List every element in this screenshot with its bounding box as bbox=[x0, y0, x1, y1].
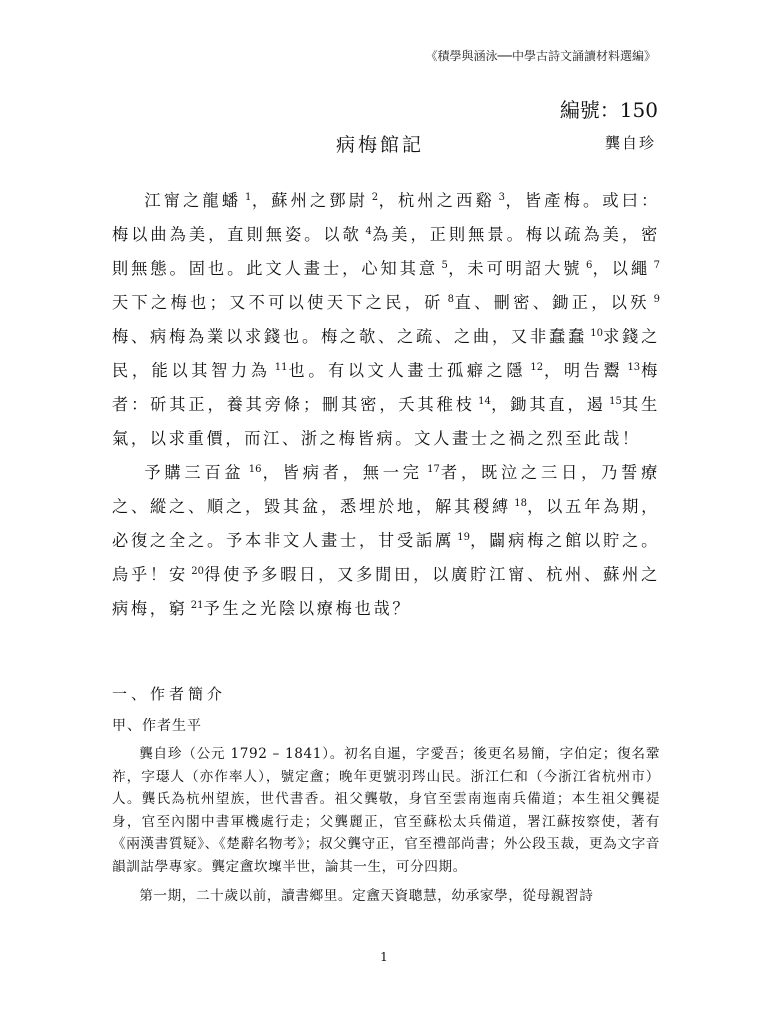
footnote-marker: 18 bbox=[510, 498, 527, 509]
essay-text-segment: ，皆病者，無一完 bbox=[261, 463, 423, 482]
footnote-marker: 17 bbox=[422, 464, 440, 475]
footnote-marker: 1 bbox=[241, 192, 252, 203]
footnote-marker: 7 bbox=[650, 260, 661, 271]
section-heading: 一、作者簡介 bbox=[112, 685, 227, 703]
footnote-marker: 14 bbox=[474, 396, 491, 407]
essay-text-segment: 梅、病梅為業以求錢也。梅之欹、之疏、之曲，又非蠢蠢 bbox=[112, 327, 587, 346]
biography-paragraph-1: 龔自珍（公元 1792 – 1841）。初名自暹，字愛吾；後更名易簡，字伯定；復名鞏祚，字璱人（亦作率人），號定盦；晚年更號羽琌山民。浙江仁和（今浙江省杭州市）人。龔氏為杭州望族，世代書香。祖父龔敬，身官至雲南迤南兵備道；本生祖父龔禔身，官至內閣中書軍機處行走；父龔麗正，官至蘇松太兵備道，署江蘇按察使，著有《兩漢書質疑》、《楚辭名物考》；叔父龔守正，官至禮部尚書；外公段玉裁，更為文字音韻訓詁學專家。龔定盦坎壈半世，論其一生，可分四期。 bbox=[112, 746, 660, 875]
footnote-marker: 8 bbox=[443, 294, 455, 305]
essay-text-segment: ，蘇州之鄧尉 bbox=[251, 191, 369, 210]
essay-text-segment: 也。有以文人畫士孤癖之隱 bbox=[287, 361, 527, 380]
essay-text-segment: 天下之梅也；又不可以使天下之民，斫 bbox=[112, 293, 444, 312]
series-title: 《積學與涵泳──中學古詩文誦讀材料選編》 bbox=[425, 49, 656, 63]
essay-text-segment: ，以繩 bbox=[592, 259, 651, 278]
essay-text-segment: 予生之光陰以療梅也哉？ bbox=[203, 599, 412, 618]
biography-paragraph-2: 第一期，二十歲以前，讀書鄉里。定盦天資聰慧，幼承家學，從母親習詩 bbox=[139, 887, 594, 904]
footnote-marker: 2 bbox=[368, 192, 379, 203]
essay-text-segment: ，杭州之西谿 bbox=[378, 191, 495, 210]
footnote-marker: 10 bbox=[586, 328, 603, 339]
essay-text-segment: ，鋤其直，遏 bbox=[490, 395, 606, 414]
footnote-marker: 9 bbox=[649, 294, 661, 305]
essay-title: 病梅館記 bbox=[336, 134, 425, 156]
essay-author: 龔自珍 bbox=[605, 134, 657, 152]
page-number: 1 bbox=[380, 950, 388, 964]
footnote-marker: 19 bbox=[453, 532, 470, 543]
essay-text-segment: 梅者：斫其正，養其旁條；刪其密，夭其稚枝 bbox=[112, 361, 660, 414]
essay-text-segment: ，闢病梅之館以貯之。烏乎！安 bbox=[112, 531, 660, 584]
essay-text-segment: 者，既泣之三日，乃誓療之、縱之、順之，毀其盆，悉埋於地，解其稯縛 bbox=[112, 463, 661, 516]
essay-text-segment: ，明告鬻 bbox=[543, 361, 624, 380]
essay-text-segment: ，以五年為期，必復之全之。予本非文人畫士，甘受詬厲 bbox=[112, 497, 660, 550]
footnote-marker: 12 bbox=[526, 362, 544, 373]
essay-text bbox=[112, 184, 660, 626]
footnote-marker: 21 bbox=[187, 600, 204, 611]
footnote-marker: 5 bbox=[438, 260, 448, 271]
footnote-marker: 6 bbox=[582, 260, 593, 271]
essay-text-segment: ，未可明詔大號 bbox=[447, 259, 583, 278]
essay-text-segment: 求錢之民，能以其智力為 bbox=[112, 327, 660, 380]
footnote-marker: 20 bbox=[188, 566, 205, 577]
footnote-marker: 11 bbox=[270, 362, 288, 373]
essay-text-segment: 予購三百盆 bbox=[144, 463, 245, 482]
author-biography bbox=[112, 743, 660, 913]
essay-text-segment: 直、刪密、鋤正，以殀 bbox=[454, 293, 650, 312]
footnote-marker: 15 bbox=[605, 396, 622, 407]
footnote-marker: 16 bbox=[244, 464, 262, 475]
essay-text-segment: 為美，正則無景。梅以疏為美，密則無態。固也。此文人畫士，心知其意 bbox=[112, 225, 660, 278]
essay-paragraph-2 bbox=[112, 456, 660, 626]
essay-text-segment: 得使予多暇日，又多閒田，以廣貯江甯、杭州、蘇州之病梅，窮 bbox=[112, 565, 660, 618]
essay-text-segment: 江甯之龍蟠 bbox=[144, 191, 242, 210]
essay-text-segment: 其生氣，以求重價，而江、浙之梅皆病。文人畫士之禍之烈至此哉！ bbox=[112, 395, 661, 448]
footnote-marker: 4 bbox=[361, 226, 372, 237]
footnote-marker: 3 bbox=[494, 192, 505, 203]
subsection-heading: 甲、作者生平 bbox=[112, 718, 202, 734]
essay-paragraph-1 bbox=[112, 184, 660, 456]
document-number: 編號：150 bbox=[559, 98, 658, 122]
footnote-marker: 13 bbox=[623, 362, 641, 373]
essay-text-segment: ，皆產梅。或曰：梅以曲為美，直則無姿。以欹 bbox=[112, 191, 661, 244]
